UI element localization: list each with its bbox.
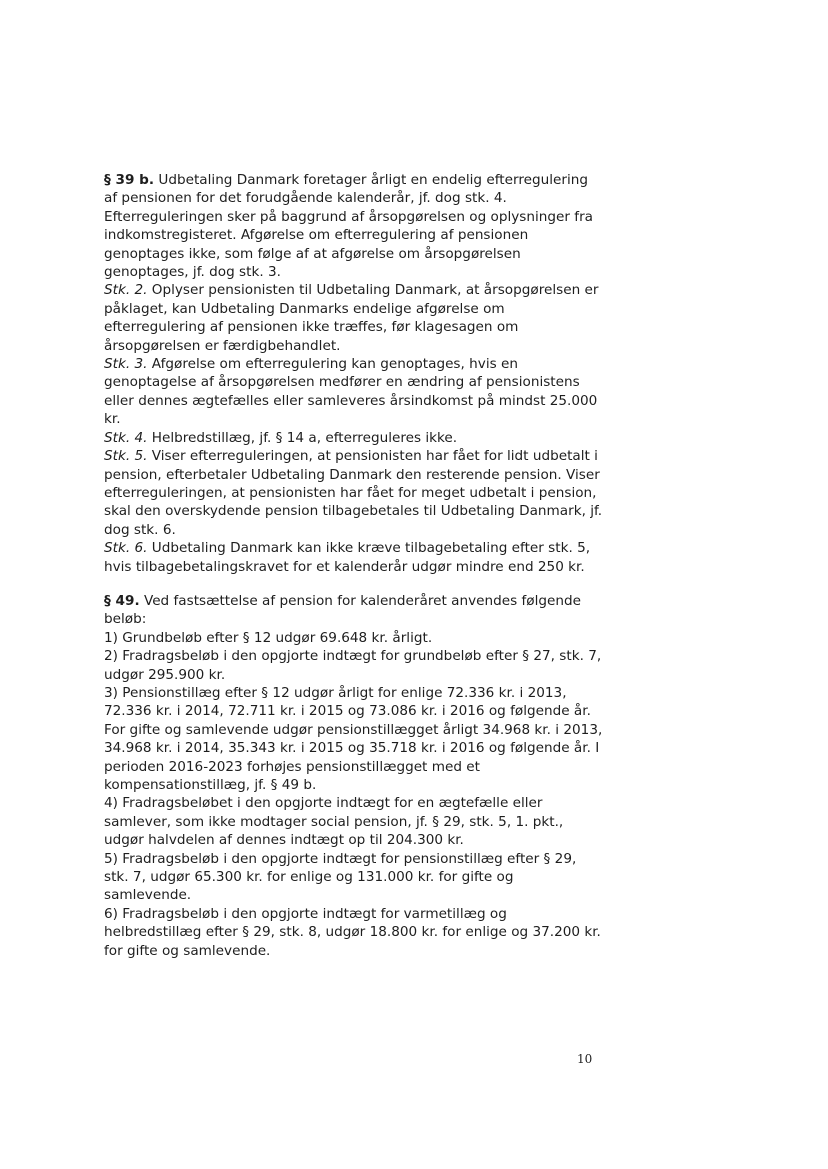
section-39b-paragraph (104, 171, 604, 281)
list-item: 5) Fradragsbeløb i den opgjorte indtægt for pensionstillæg efter § 29, stk. 7, udgør 65.300 kr. for enlige og 131.000 kr. for gifte og samlevende. (104, 850, 577, 904)
list-item: 4) Fradragsbeløbet i den opgjorte indtægt for en ægtefælle eller samlever, som ikke modtager social pension, jf. § 29, stk. 5, 1. pkt., udgør halvdelen af dennes indtægt op til 204.300 kr. (104, 795, 564, 849)
section-49-heading: § 49. (104, 592, 140, 609)
stk-paragraph (104, 355, 604, 429)
page-number: 10 (577, 1052, 593, 1066)
stk-paragraph (104, 281, 604, 355)
stk-text: Udbetaling Danmark kan ikke kræve tilbagebetaling efter stk. 5, hvis tilbagebetalingskravet for et kalenderår udgør mindre end 250 kr. (104, 540, 591, 575)
stk-label: Stk. 3. (104, 356, 148, 373)
stk-text: Viser efterreguleringen, at pensionisten har fået for lidt udbetalt i pension, efterbetaler Udbetaling Danmark den resterende pension. Viser efterreguleringen, at pensionisten har fået for meget udbetalt i pension, skal den overskydende pension tilbagebetales til Udbetaling Danmark, jf. dog stk. 6. (104, 448, 603, 538)
section-49-intro: Ved fastsættelse af pension for kalenderåret anvendes følgende beløb: (104, 592, 581, 628)
list-item: 6) Fradragsbeløb i den opgjorte indtægt for varmetillæg og helbredstillæg efter § 29, stk. 8, udgør 18.800 kr. for enlige og 37.200 kr. for gifte og samlevende. (104, 905, 601, 959)
stk-label: Stk. 2. (104, 282, 148, 299)
stk-text: Afgørelse om efterregulering kan genoptages, hvis en genoptagelse af årsopgørelsen medfører en ændring af pensionistens eller dennes ægtefælles eller samleveres årsindkomst på mindst 25.000 kr. (104, 356, 598, 428)
stk-text: Helbredstillæg, jf. § 14 a, efterreguleres ikke. (151, 429, 458, 446)
section-39b-text: Udbetaling Danmark foretager årligt en endelig efterregulering af pensionen for det forudgående kalenderår, jf. dog stk. 4. Efterreguleringen sker på baggrund af årsopgørelsen og oplysninger fra indkomstregisteret. Afgørelse om efterregulering af pensionen genoptages ikke, som følge af at afgørelse om årsopgørelsen genoptages, jf. dog stk. 3. (104, 172, 594, 281)
stk-paragraph (104, 447, 604, 539)
law-text (104, 171, 604, 960)
list-item: 3) Pensionstillæg efter § 12 udgør årligt for enlige 72.336 kr. i 2013, 72.336 kr. i 2014, 72.711 kr. i 2015 og 73.086 kr. i 2016 og følgende år. For gifte og samlevende udgør pensionstillægget årligt 34.968 kr. i 2013, 34.968 kr. i 2014, 35.343 kr. i 2015 og 35.718 kr. i 2016 og følgende år. I perioden 2016-2023 forhøjes pensionstillægget med et kompensationstillæg, jf. § 49 b. (104, 684, 603, 793)
paragraph-spacer (104, 576, 604, 592)
stk-label: Stk. 4. (104, 429, 148, 446)
stk-label: Stk. 5. (104, 448, 148, 465)
stk-label: Stk. 6. (104, 540, 148, 557)
stk-paragraph (104, 539, 604, 576)
section-49-paragraph (104, 592, 604, 629)
list-item: 1) Grundbeløb efter § 12 udgør 69.648 kr. årligt. (104, 629, 433, 646)
section-39b-heading: § 39 b. (104, 172, 155, 188)
list-item: 2) Fradragsbeløb i den opgjorte indtægt for grundbeløb efter § 27, stk. 7, udgør 295.900 kr. (104, 648, 602, 683)
stk-text: Oplyser pensionisten til Udbetaling Danmark, at årsopgørelsen er påklaget, kan Udbetaling Danmarks endelige afgørelse om efterregulering af pensionen ikke træffes, før klagesagen om årsopgørelsen er færdigbehandlet. (104, 282, 599, 354)
stk-paragraph (104, 429, 604, 447)
